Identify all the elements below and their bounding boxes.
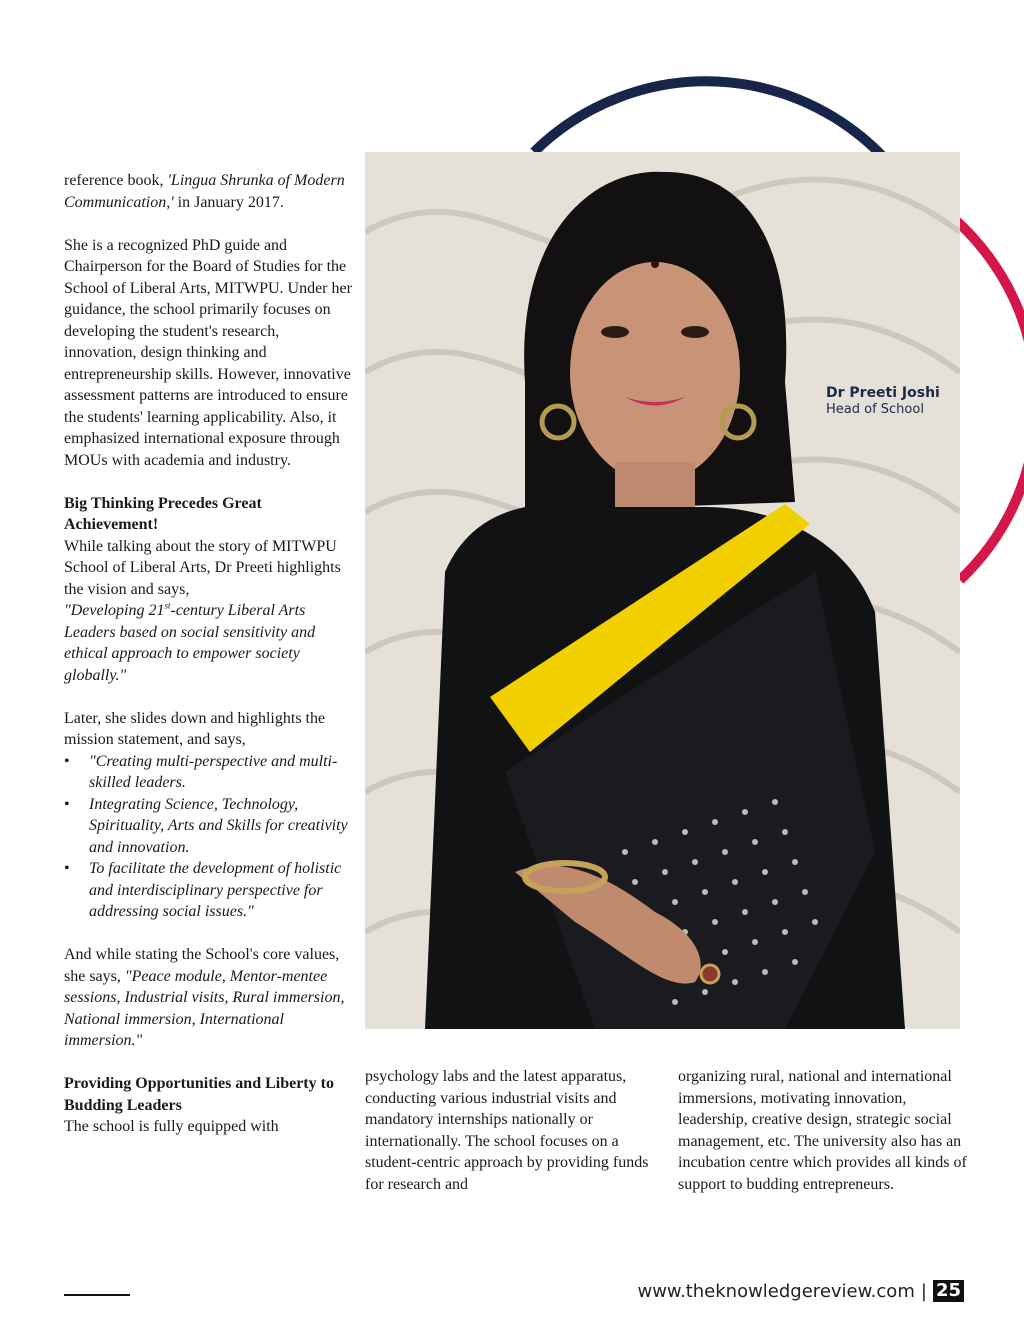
list-item: • To facilitate the development of holistic and interdisciplinary perspective for addressing social issues." — [64, 858, 354, 923]
paragraph: organizing rural, national and international immersions, motivating innovation, leadership, creative design, strategic social management, etc. The university also has an incubation centre which provides all kinds of support to budding entrepreneurs. — [678, 1068, 967, 1193]
book-title: 'Lingua Shrunka of Modern Communication,' — [64, 172, 345, 211]
superscript: st — [164, 600, 171, 611]
paragraph: While talking about the story of MITWPU School of Liberal Arts, Dr Preeti highlights the vision and says, — [64, 537, 341, 598]
website-url[interactable]: www.theknowledgereview.com — [637, 1280, 915, 1302]
article-column-2 — [365, 1066, 655, 1195]
values-quote: "Peace module, Mentor-mentee sessions, Industrial visits, Rural immersion, National immersion, International immersion." — [64, 967, 345, 1049]
mission-list — [64, 751, 354, 923]
text-run: in January 2017. — [173, 193, 284, 211]
caption-name: Dr Preeti Joshi — [826, 385, 940, 401]
text-run: "Developing 21 — [64, 602, 165, 619]
text-run: -century Liberal Arts Leaders based on social sensitivity and ethical approach to empower society globally." — [64, 602, 316, 684]
paragraph: The school is fully equipped with — [64, 1118, 279, 1135]
article-column-3 — [678, 1066, 968, 1195]
list-item: • Integrating Science, Technology, Spirituality, Arts and Skills for creativity and innovation. — [64, 794, 354, 859]
paragraph — [64, 170, 354, 213]
paragraph: She is a recognized PhD guide and Chairperson for the Board of Studies for the School of Liberal Arts, MITWPU. Under her guidance, the school primarily focuses on developing the student's research, innovation, design thinking and entrepreneurship skills. However, innovative assessment patterns are introduced to ensure the students' learning applicability. Also, it emphasized international exposure through MOUs with academia and industry. — [64, 236, 352, 469]
section-heading: Big Thinking Precedes Great Achievement! — [64, 494, 262, 533]
section-heading: Providing Opportunities and Liberty to Budding Leaders — [64, 1075, 334, 1114]
footer-rule — [64, 1294, 130, 1296]
footer-separator: | — [920, 1280, 927, 1302]
article-column-1 — [64, 170, 354, 1138]
page-number: 25 — [933, 1280, 964, 1302]
text-run: reference book, — [64, 172, 168, 189]
portrait-photo — [365, 152, 960, 1029]
vision-quote — [64, 600, 354, 686]
photo-caption — [826, 384, 940, 418]
caption-role: Head of School — [826, 402, 924, 417]
page-footer — [637, 1280, 964, 1302]
paragraph: Later, she slides down and highlights the mission statement, and says, — [64, 709, 326, 748]
text-run: And while stating the School's core values, she says, — [64, 946, 340, 985]
paragraph — [64, 944, 354, 1052]
paragraph: psychology labs and the latest apparatus, conducting various industrial visits and mandatory internships nationally or internationally. The school focuses on a student-centric approach by providing funds for research and — [365, 1068, 649, 1193]
list-item: • "Creating multi-perspective and multi-skilled leaders. — [64, 751, 354, 794]
